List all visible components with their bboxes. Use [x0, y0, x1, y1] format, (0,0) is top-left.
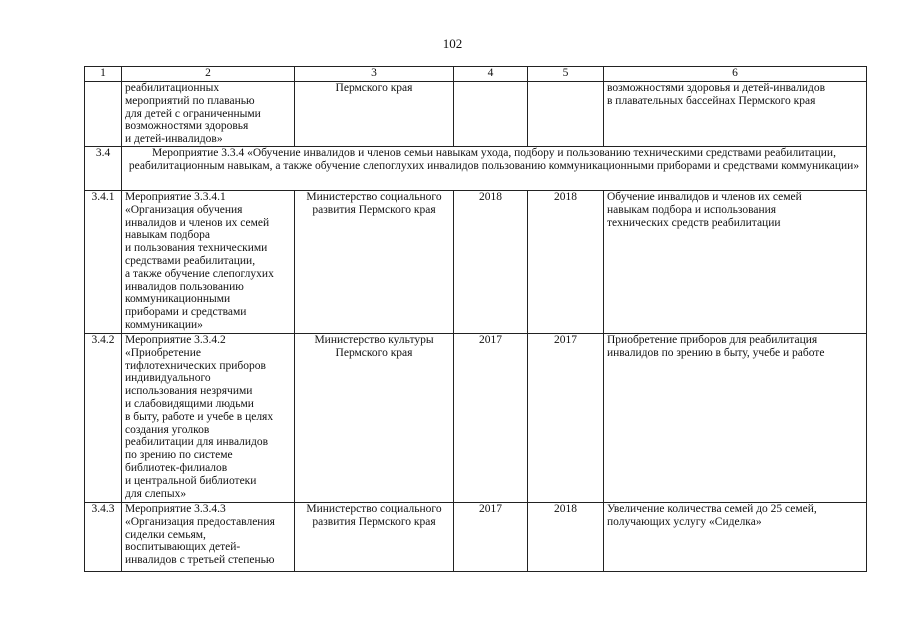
- column-number: 1: [85, 67, 122, 82]
- executor: Министерство социального развития Пермского края: [295, 190, 454, 333]
- activities-table: [84, 66, 867, 572]
- column-number: 4: [454, 67, 528, 82]
- start-year: 2018: [454, 190, 528, 333]
- activity-name: Мероприятие 3.3.4.3 «Организация предоставления сиделки семьям, воспитывающих детей- инвалидов с третьей степенью: [122, 502, 295, 571]
- activity-name: Мероприятие 3.3.4.2 «Приобретение тифлотехнических приборов индивидуального использования незрячими и слабовидящими людьми в быту, работе и учебе в целях создания уголков реабилитации для инвалидов по зрению по системе библиотек-филиалов и центральной библиотеки для слепых»: [122, 333, 295, 502]
- end-year: [528, 82, 604, 147]
- column-number: 6: [604, 67, 867, 82]
- expected-result: Увеличение количества семей до 25 семей, получающих услугу «Сиделка»: [604, 502, 867, 571]
- row-number: 3.4.2: [85, 333, 122, 502]
- row-number: 3.4.1: [85, 190, 122, 333]
- expected-result: возможностями здоровья и детей-инвалидов в плавательных бассейнах Пермского края: [604, 82, 867, 147]
- section-title: Мероприятие 3.3.4 «Обучение инвалидов и членов семьи навыкам ухода, подбору и пользованию техническими средствами реабилитации, реабилитационным навыкам, а также обучение слепоглухих инвалидов пользованию коммуникационными приборами и средствами коммуникации»: [122, 146, 867, 190]
- start-year: [454, 82, 528, 147]
- page-number: 102: [442, 36, 463, 51]
- table-row: [85, 190, 867, 333]
- column-number: 2: [122, 67, 295, 82]
- expected-result: Обучение инвалидов и членов их семей навыкам подбора и использования технических средств реабилитации: [604, 190, 867, 333]
- end-year: 2017: [528, 333, 604, 502]
- activity-name: реабилитационных мероприятий по плаванью для детей с ограниченными возможностями здоровья и детей-инвалидов»: [122, 82, 295, 147]
- executor: Министерство социального развития Пермского края: [295, 502, 454, 571]
- expected-result: Приобретение приборов для реабилитация инвалидов по зрению в быту, учебе и работе: [604, 333, 867, 502]
- table-row: [85, 333, 867, 502]
- table-row: [85, 502, 867, 571]
- continuation-row: [85, 82, 867, 147]
- section-row: [85, 146, 867, 190]
- activity-name: Мероприятие 3.3.4.1 «Организация обучения инвалидов и членов их семей навыкам подбора и пользования техническими средствами реабилитации, а также обучение слепоглухих инвалидов пользованию коммуникационными приборами и средствами коммуникации»: [122, 190, 295, 333]
- start-year: 2017: [454, 333, 528, 502]
- column-number-row: [85, 67, 867, 82]
- row-number: 3.4.3: [85, 502, 122, 571]
- column-number: 5: [528, 67, 604, 82]
- start-year: 2017: [454, 502, 528, 571]
- end-year: 2018: [528, 502, 604, 571]
- end-year: 2018: [528, 190, 604, 333]
- executor: Министерство культуры Пермского края: [295, 333, 454, 502]
- column-number: 3: [295, 67, 454, 82]
- executor: Пермского края: [295, 82, 454, 147]
- row-number: [85, 82, 122, 147]
- row-number: 3.4: [85, 146, 122, 190]
